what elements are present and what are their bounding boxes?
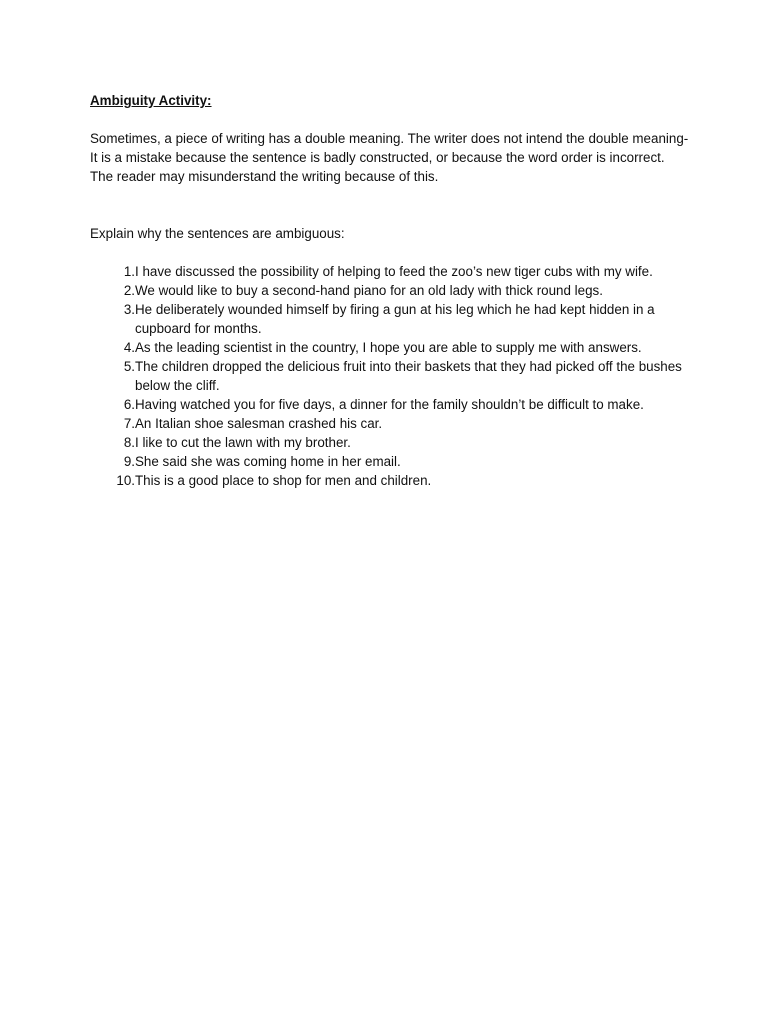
list-item-text: I like to cut the lawn with my brother. [135,435,351,450]
list-item-number: 4. [123,340,135,355]
list-item-text: I have discussed the possibility of helping to feed the zoo’s new tiger cubs with my wife. [135,264,653,279]
list-item-text: Having watched you for five days, a dinner for the family shouldn’t be difficult to make. [135,397,644,412]
list-item [90,414,690,433]
list-item [90,281,690,300]
list-item [90,300,690,338]
document-body [90,91,690,490]
list-item-number: 2. [123,283,135,298]
list-item-number: 6. [123,397,135,412]
list-item-number: 3. [123,302,135,317]
list-item-text: He deliberately wounded himself by firing a gun at his leg which he had kept hidden in a cupboard for months. [135,302,655,336]
list-item [90,262,690,281]
list-item [90,433,690,452]
list-item-text: An Italian shoe salesman crashed his car. [135,416,383,431]
list-item-text: As the leading scientist in the country, I hope you are able to supply me with answers. [135,340,642,355]
list-item-number: 7. [123,416,135,431]
list-item [90,452,690,471]
list-item-text: The children dropped the delicious fruit into their baskets that they had picked off the bushes below the cliff. [135,359,682,393]
list-item-number: 9. [123,454,135,469]
list-item-number: 10. [116,473,135,488]
list-item [90,357,690,395]
list-item-text: We would like to buy a second-hand piano for an old lady with thick round legs. [135,283,603,298]
intro-paragraph: Sometimes, a piece of writing has a double meaning. The writer does not intend the double meaning- It is a mistake because the sentence is badly constructed, or because the word order is incorrect. The reader may misunderstand the writing because of this. [90,131,689,184]
list-item-text: This is a good place to shop for men and children. [135,473,432,488]
list-item [90,338,690,357]
list-item-number: 1. [123,264,135,279]
page-title: Ambiguity Activity: [90,93,212,108]
sentence-list [90,262,690,490]
instruction-text: Explain why the sentences are ambiguous: [90,226,345,241]
list-item [90,471,690,490]
list-item-number: 5. [123,359,135,374]
list-item [90,395,690,414]
list-item-text: She said she was coming home in her email. [135,454,401,469]
list-item-number: 8. [123,435,135,450]
